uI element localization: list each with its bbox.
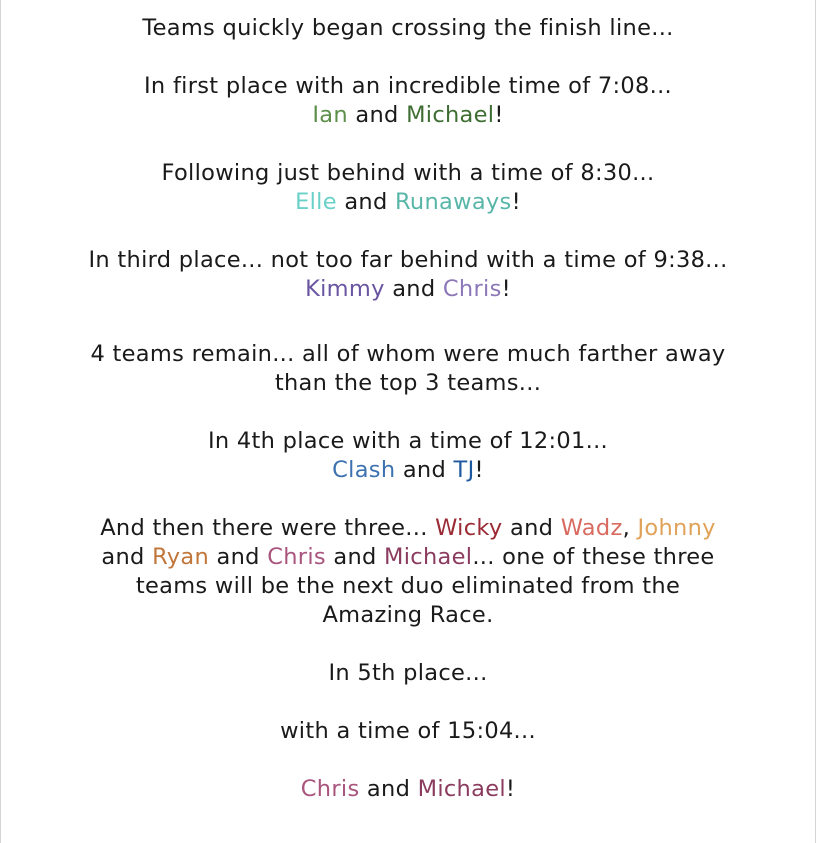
bottom-three-paragraph bbox=[88, 514, 728, 630]
connector-and: and bbox=[216, 544, 260, 570]
fifth-place-team-paragraph bbox=[88, 775, 728, 804]
fifth-place-intro-paragraph bbox=[88, 659, 728, 688]
bottom-three-lead: And then there were three... bbox=[100, 515, 428, 541]
team-name-wicky: Wicky bbox=[435, 515, 503, 541]
remaining-teams-text: 4 teams remain... all of whom were much farther away than the top 3 teams... bbox=[90, 341, 726, 396]
connector-and: and bbox=[344, 189, 388, 215]
connector-and: and bbox=[366, 776, 411, 802]
fifth-place-time: with a time of 15:04... bbox=[280, 718, 536, 744]
team-name-michael: Michael bbox=[417, 776, 506, 802]
team-name-runaways: Runaways bbox=[395, 189, 512, 215]
fifth-place-time-paragraph bbox=[88, 717, 728, 746]
team-name-elle: Elle bbox=[295, 189, 337, 215]
remaining-teams-paragraph bbox=[88, 340, 728, 398]
first-place-line: In first place with an incredible time of 7:08... bbox=[144, 73, 672, 99]
exclamation: ! bbox=[505, 776, 516, 802]
exclamation: ! bbox=[511, 189, 521, 215]
exclamation: ! bbox=[494, 102, 504, 128]
comma: , bbox=[622, 515, 631, 541]
connector-and: and bbox=[392, 276, 436, 302]
story-post bbox=[88, 0, 728, 804]
team-name-chris: Chris bbox=[442, 276, 502, 302]
second-place-paragraph bbox=[88, 159, 728, 217]
team-name-chris: Chris bbox=[300, 776, 360, 802]
second-place-line: Following just behind with a time of 8:30... bbox=[161, 160, 655, 186]
connector-and: and bbox=[101, 544, 145, 570]
first-place-paragraph bbox=[88, 72, 728, 130]
team-name-michael: Michael bbox=[406, 102, 495, 128]
connector-and: and bbox=[402, 457, 447, 483]
bottom-three-tail: ... one of these three teams will be the next duo eliminated from the Amazing Race. bbox=[135, 544, 715, 628]
third-place-paragraph bbox=[88, 246, 728, 304]
third-place-line: In third place... not too far behind with a time of 9:38... bbox=[88, 247, 728, 273]
intro-paragraph bbox=[88, 14, 728, 43]
exclamation: ! bbox=[474, 457, 484, 483]
connector-and: and bbox=[510, 515, 554, 541]
fourth-place-line: In 4th place with a time of 12:01... bbox=[207, 428, 609, 454]
connector-and: and bbox=[333, 544, 377, 570]
fifth-place-intro: In 5th place... bbox=[328, 660, 488, 686]
team-name-chris: Chris bbox=[267, 544, 326, 570]
team-name-johnny: Johnny bbox=[637, 515, 716, 541]
exclamation: ! bbox=[501, 276, 511, 302]
team-name-wadz: Wadz bbox=[560, 515, 623, 541]
intro-text: Teams quickly began crossing the finish line... bbox=[142, 15, 674, 41]
connector-and: and bbox=[355, 102, 399, 128]
team-name-clash: Clash bbox=[332, 457, 396, 483]
team-name-kimmy: Kimmy bbox=[305, 276, 385, 302]
team-name-tj: TJ bbox=[453, 457, 475, 483]
team-name-ryan: Ryan bbox=[152, 544, 210, 570]
fourth-place-paragraph bbox=[88, 427, 728, 485]
team-name-ian: Ian bbox=[312, 102, 348, 128]
team-name-michael: Michael bbox=[384, 544, 473, 570]
